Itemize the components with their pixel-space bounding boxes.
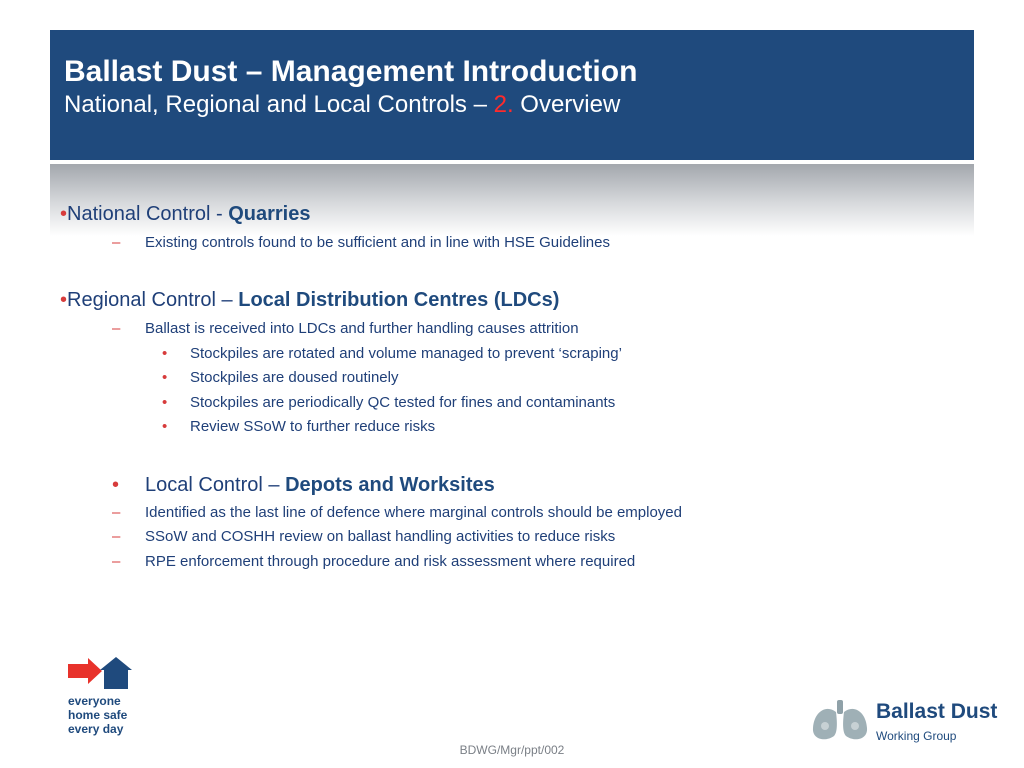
sub-list-item (162, 394, 615, 411)
list-item-text: SSoW and COSHH review on ballast handling activities to reduce risks (145, 528, 616, 545)
dash-marker: – (112, 234, 121, 251)
list-item-text: Existing controls found to be sufficient and in line with HSE Guidelines (145, 234, 610, 251)
national-heading (60, 203, 310, 226)
dash-marker: – (112, 504, 121, 521)
list-item (112, 320, 579, 337)
sub-list-item-text: Review SSoW to further reduce risks (190, 418, 436, 435)
national-emphasis: Quarries (228, 203, 311, 225)
logo-line: home safe (68, 708, 128, 722)
logo-name: Ballast Dust (876, 700, 998, 723)
lungs-icon (810, 698, 870, 744)
bullet-dot: • (162, 345, 168, 362)
sub-list-item-text: Stockpiles are rotated and volume managed to prevent ‘scraping’ (190, 345, 622, 362)
bullet-dot: • (162, 369, 168, 386)
arrow-house-icon (66, 656, 136, 692)
list-item-text: RPE enforcement through procedure and risk assessment where required (145, 553, 636, 570)
list-item-text: Identified as the last line of defence where marginal controls should be employed (145, 504, 682, 521)
bullet-dot: • (162, 394, 168, 411)
bullet-dot: • (112, 474, 120, 496)
dash-marker: – (112, 553, 121, 570)
subtitle-number: 2. (493, 91, 514, 118)
sub-list-item (162, 418, 435, 435)
local-heading (112, 474, 495, 497)
subtitle-prefix: National, Regional and Local Controls – (64, 91, 494, 118)
bullet-dot: • (162, 418, 168, 435)
logo-subtitle: Working Group (876, 729, 957, 743)
list-item (112, 504, 682, 521)
logo-line: everyone (68, 694, 121, 708)
list-item (112, 528, 615, 545)
sub-list-item-text: Stockpiles are doused routinely (190, 369, 399, 386)
sub-list-item (162, 369, 398, 386)
everyone-home-safe-logo (66, 656, 156, 741)
bullet-dot: • (60, 289, 68, 311)
ballast-dust-logo (810, 698, 1010, 746)
slide-title: Ballast Dust – Management Introduction (64, 55, 638, 88)
logo-line: every day (68, 722, 124, 736)
dash-marker: – (112, 528, 121, 545)
list-item-text: Ballast is received into LDCs and further handling causes attrition (145, 320, 579, 337)
subtitle-suffix: Overview (513, 91, 621, 118)
list-item (112, 234, 610, 251)
local-emphasis: Depots and Worksites (285, 474, 495, 496)
list-item (112, 553, 635, 570)
footer-reference: BDWG/Mgr/ppt/002 (459, 743, 565, 757)
bullet-dot: • (60, 203, 68, 225)
logo-text (68, 694, 127, 736)
dash-marker: – (112, 320, 121, 337)
regional-heading (60, 289, 559, 312)
regional-emphasis: Local Distribution Centres (LDCs) (238, 289, 560, 311)
regional-prefix: Regional Control – (67, 289, 239, 311)
national-prefix: National Control - (67, 203, 229, 225)
sub-list-item (162, 345, 622, 362)
local-prefix: Local Control – (145, 474, 286, 496)
sub-list-item-text: Stockpiles are periodically QC tested for fines and contaminants (190, 394, 616, 411)
